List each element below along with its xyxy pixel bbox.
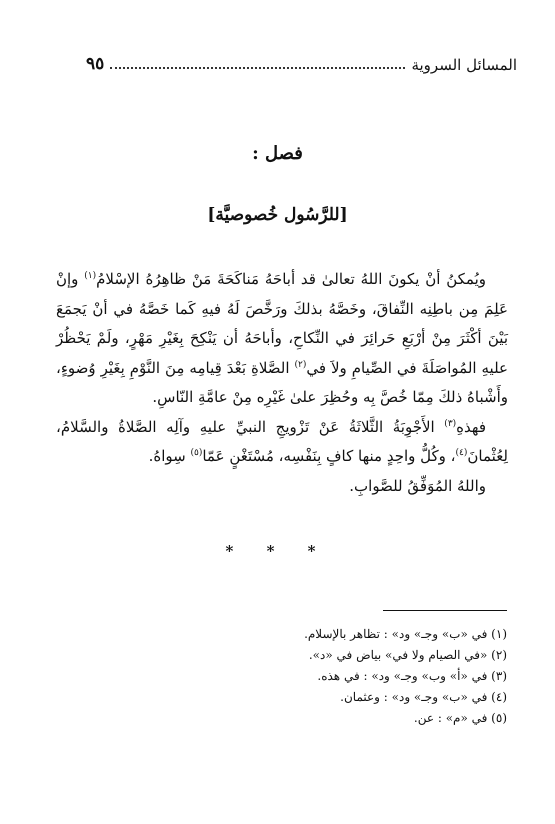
- page-number: ٩٥: [86, 54, 105, 74]
- footnote-ref: (٤): [455, 448, 468, 458]
- footnote: (٣) في «أ» وب» وجـ» ود» : في هذه.: [317, 669, 507, 683]
- paragraph-text: ويُمكنُ أنْ يكونَ اللهُ تعالىٰ قد أباحَهُ مَناكَحَةَ مَنْ ظاهِرُهُ الإسْلامُ: [96, 270, 487, 288]
- paragraph-text: ، وكُلُّ واحِدٍ منها كافٍ بِنَفْسِه، مُسْتَغْنٍ عَمّا: [202, 447, 456, 465]
- body-text: [56, 265, 508, 501]
- footnote-ref: (١): [84, 271, 97, 281]
- running-title: المسائل السروية: [411, 56, 517, 74]
- section-separator: * * *: [225, 542, 330, 560]
- footnotes: [56, 624, 507, 729]
- paragraph-text: الأَجْوِبَةُ الثَّلاثَةُ عَنْ تَزْويجِ النبيِّ عليهِ وآلِه الصَّلاةُ والسَّلامُ، لِعُثْمانَ: [56, 417, 508, 465]
- footnote: (٤) في «ب» وجـ» ود» : وعثمان.: [340, 690, 507, 704]
- dotted-leader: [110, 66, 405, 69]
- paragraph: [56, 472, 508, 502]
- paragraph-text: فهذهِ: [456, 417, 486, 436]
- paragraph-text: الصَّلاةِ بَعْدَ قِيامِه مِنَ النَّوْمِ بِغَيْرِ وُضوءٍ، وأَشْباهُ ذلكَ مِمّا خُصَّ بِه وحُظِرَ علىٰ غَيْرِه مِنْ عامَّةِ النّاسِ.: [56, 358, 508, 406]
- footnote: (٢) «في الصيام ولا في» بياض في «د».: [308, 648, 507, 662]
- footnote: (٥) في «م» : عن.: [413, 711, 507, 725]
- chapter-title: فصل :: [252, 143, 303, 164]
- footnote-ref: (٢): [294, 359, 307, 370]
- paragraph-text: وإنْ عَلِمَ مِن باطِنِه النِّفاقَ، وخَصَّهُ بذلكَ ورَخَّصَ لَهُ فيهِ كَما خَصَّهُ في أنْ يَجمَعَ بَيْنَ أكْثَرَ مِنْ أرْبَعِ حَرائِرَ في النِّكاحِ، وأباحَهُ أن يَنْكِحَ بِغَيْرِ مَهْرٍ، ولَمْ يَحْظُرْ عليهِ المُواصَلَةَ في الصِّيامِ ولاَ في: [56, 270, 509, 377]
- paragraph: [56, 265, 508, 413]
- footnote: (١) في «ب» وجـ» ود» : تظاهر بالإسلام.: [304, 627, 507, 641]
- footnote-ref: (٣): [444, 418, 457, 429]
- running-header: [86, 50, 517, 74]
- paragraph: [56, 413, 508, 472]
- section-heading: [للرَّسُول خُصوصيَّة]: [207, 205, 348, 225]
- footnote-rule: [383, 610, 507, 611]
- closing-line: واللهُ المُوَفِّقُ للصَّوابِ.: [349, 476, 486, 495]
- paragraph-text: سِواهُ.: [148, 447, 191, 465]
- footnote-ref: (٥): [190, 448, 203, 458]
